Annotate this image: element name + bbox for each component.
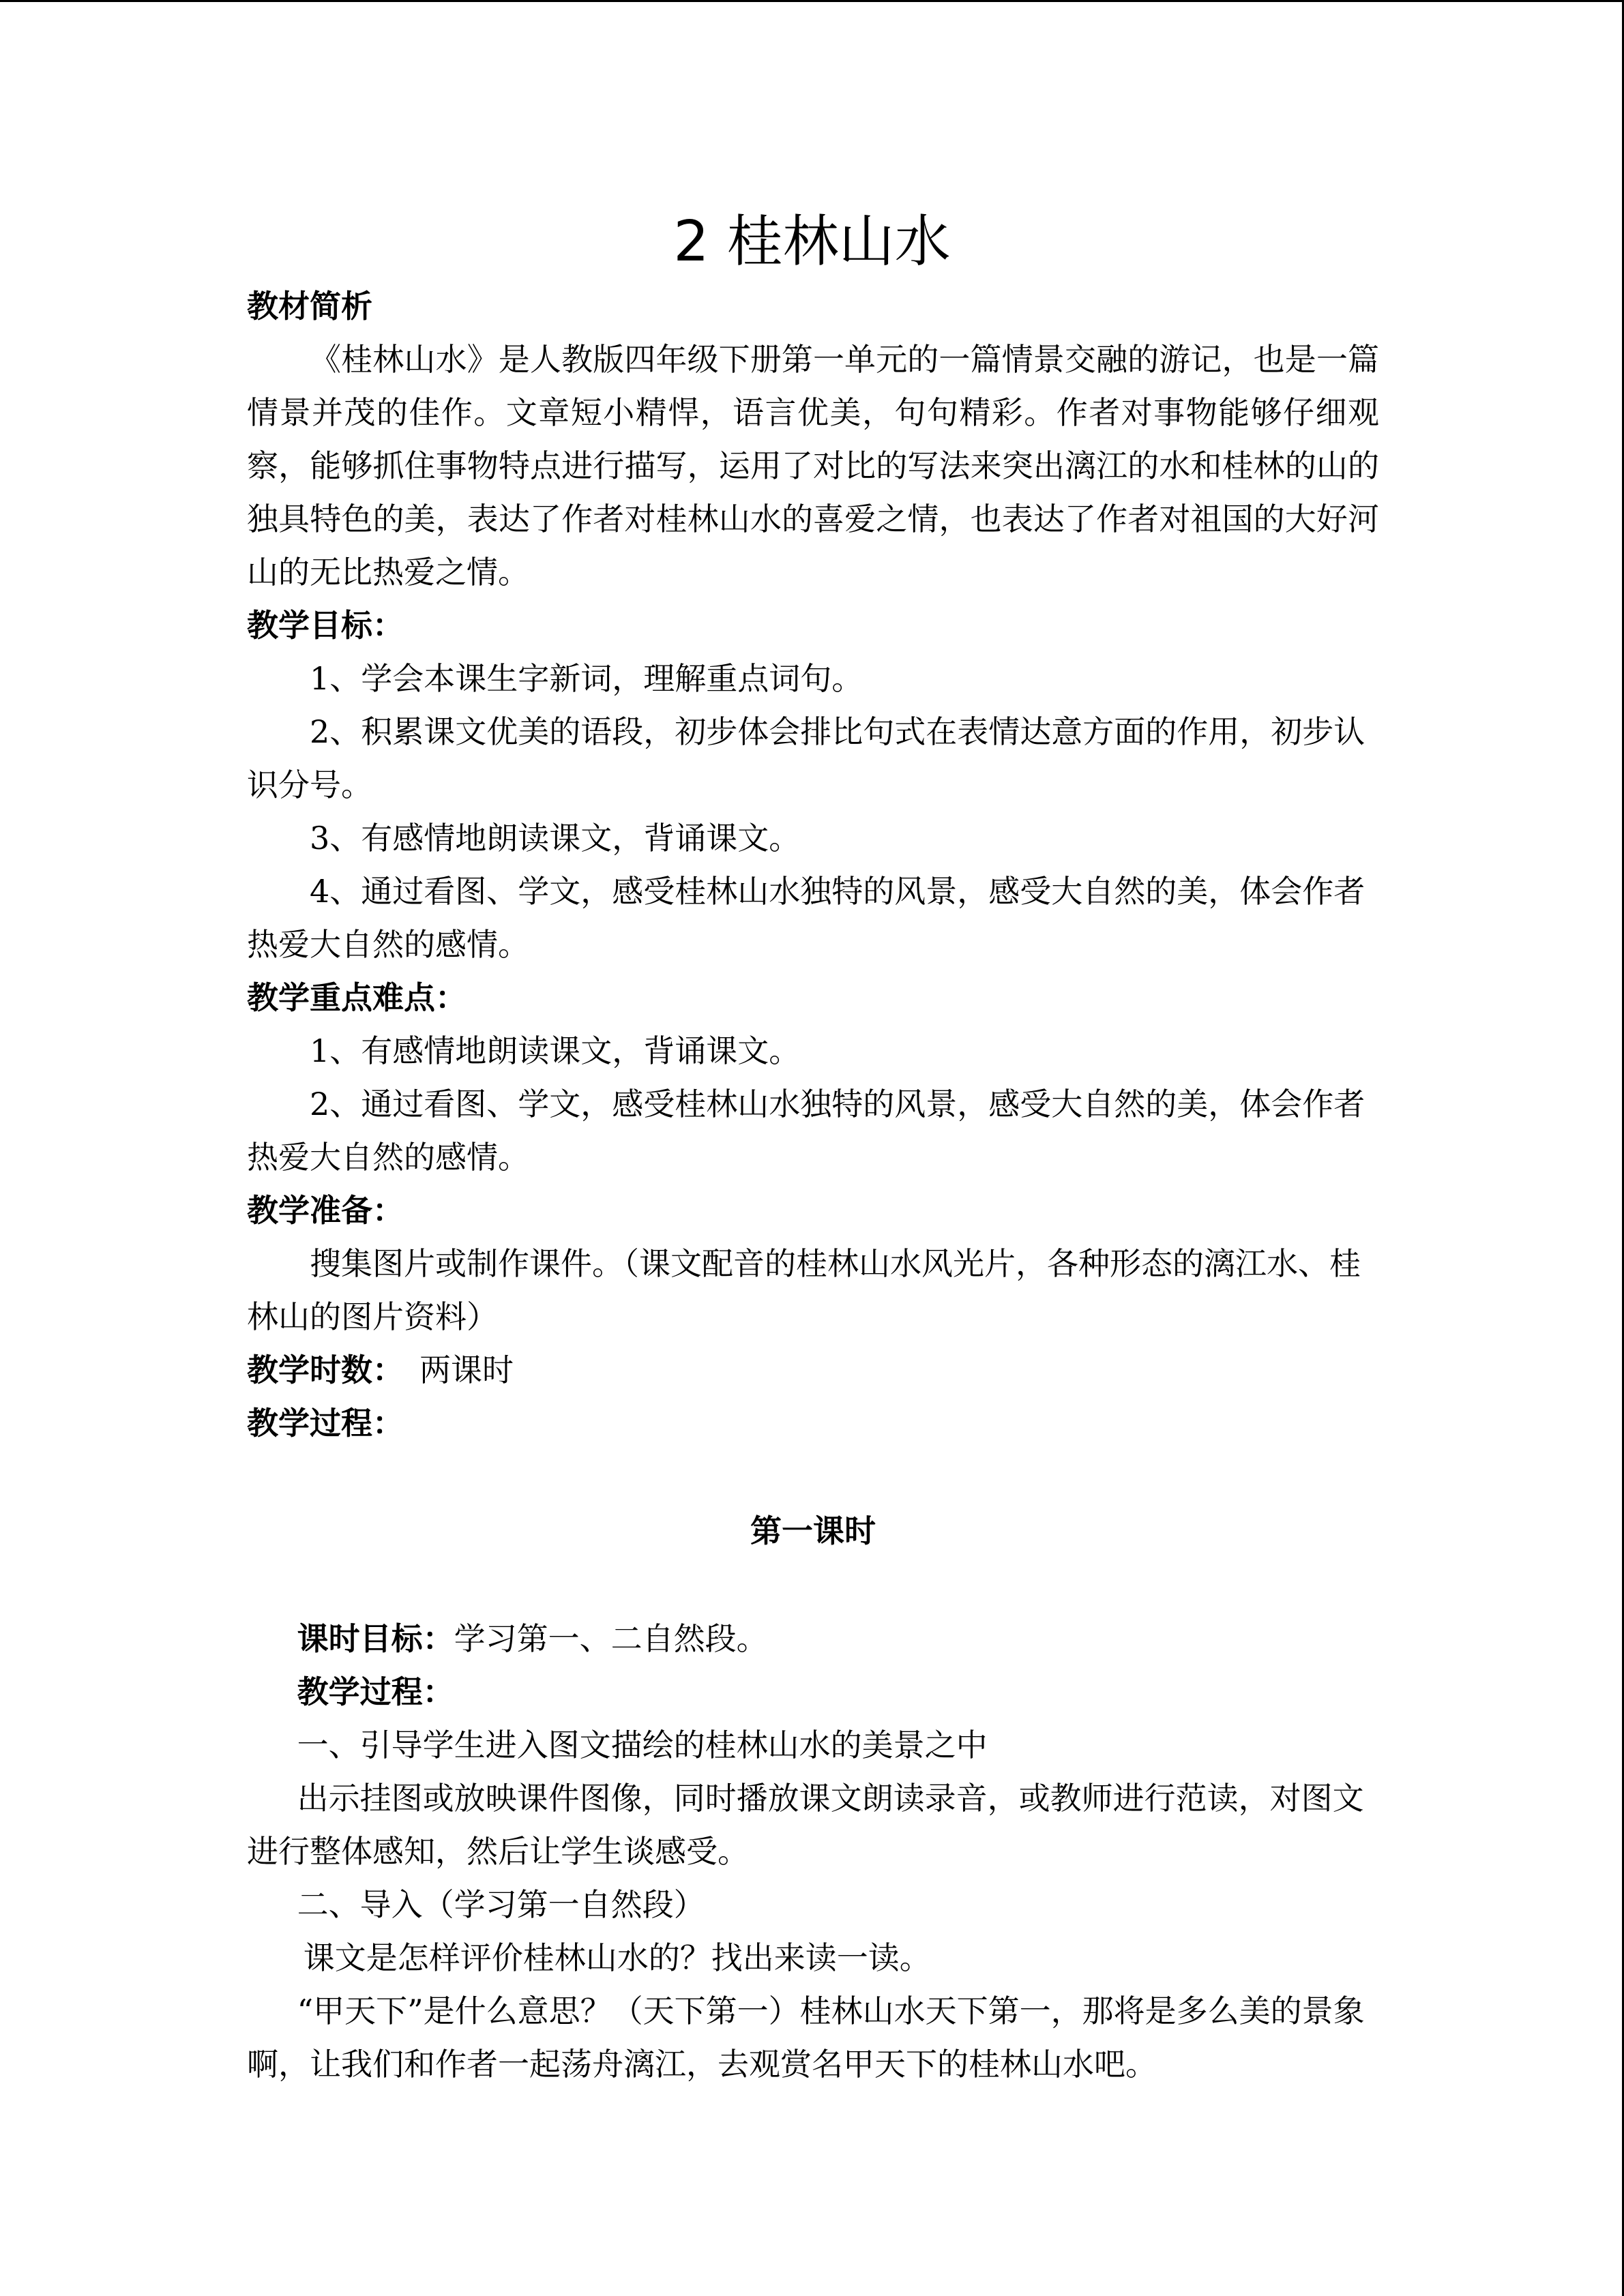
lesson1-step1-text: 出示挂图或放映课件图像，同时播放课文朗读录音，或教师进行范读，对图文进行整体感知，然后让学生谈感受。 [247,1780,1364,1870]
page-title: 2 桂林山水 [673,209,951,274]
hours-heading: 教学时数： [247,1352,404,1388]
lesson1-process-label: 教学过程： [297,1673,454,1710]
lesson1-goal-text: 学习第一、二自然段。 [454,1620,768,1657]
goals-heading: 教学目标： [247,607,404,644]
lesson1-step2: 二、导入（学习第一自然段） [297,1886,705,1923]
hours-line [247,1343,1379,1397]
key-points-heading: 教学重点难点： [247,979,467,1016]
goal-item: 1、学会本课生字新词，理解重点词句。 [310,660,863,697]
intro-paragraph: 《桂林山水》是人教版四年级下册第一单元的一篇情景交融的游记，也是一篇情景并茂的佳作。文章短小精悍，语言优美，句句精彩。作者对事物能够仔细观察，能够抓住事物特点进行描写，运用了对比的写法来突出漓江的水和桂林的山的独具特色的美，表达了作者对桂林山水的喜爱之情，也表达了作者对祖国的大好河山的无比热爱之情。 [247,341,1379,591]
lesson1-goal-line [247,1612,1379,1665]
process-heading: 教学过程： [247,1405,404,1442]
lesson1-step2-question: 课文是怎样评价桂林山水的？找出来读一读。 [303,1939,931,1976]
goal-item: 2、积累课文优美的语段，初步体会排比句式在表情达意方面的作用，初步认识分号。 [247,713,1365,803]
key-point-item: 1、有感情地朗读课文，背诵课文。 [310,1032,801,1069]
lesson1-goal-label: 课时目标： [297,1620,454,1657]
document-body [247,280,1379,2091]
top-border [0,0,1624,2]
intro-heading: 教材简析 [247,288,372,325]
key-point-item: 2、通过看图、学文，感受桂林山水独特的风景，感受大自然的美，体会作者热爱大自然的感情。 [247,1086,1365,1176]
preparation-text: 搜集图片或制作课件。（课文配音的桂林山水风光片，各种形态的漓江水、桂林山的图片资料） [247,1245,1361,1335]
lesson1-step2-text: “甲天下”是什么意思？（天下第一）桂林山水天下第一，那将是多么美的景象啊，让我们和作者一起荡舟漓江，去观赏名甲天下的桂林山水吧。 [247,1993,1365,2083]
preparation-heading: 教学准备： [247,1192,404,1229]
goal-item: 3、有感情地朗读课文，背诵课文。 [310,820,801,856]
goal-item: 4、通过看图、学文，感受桂林山水独特的风景，感受大自然的美，体会作者热爱大自然的感情。 [247,873,1365,963]
lesson1-step1: 一、引导学生进入图文描绘的桂林山水的美景之中 [297,1727,988,1763]
lesson1-heading: 第一课时 [750,1512,876,1549]
hours-value: 两课时 [419,1352,514,1388]
